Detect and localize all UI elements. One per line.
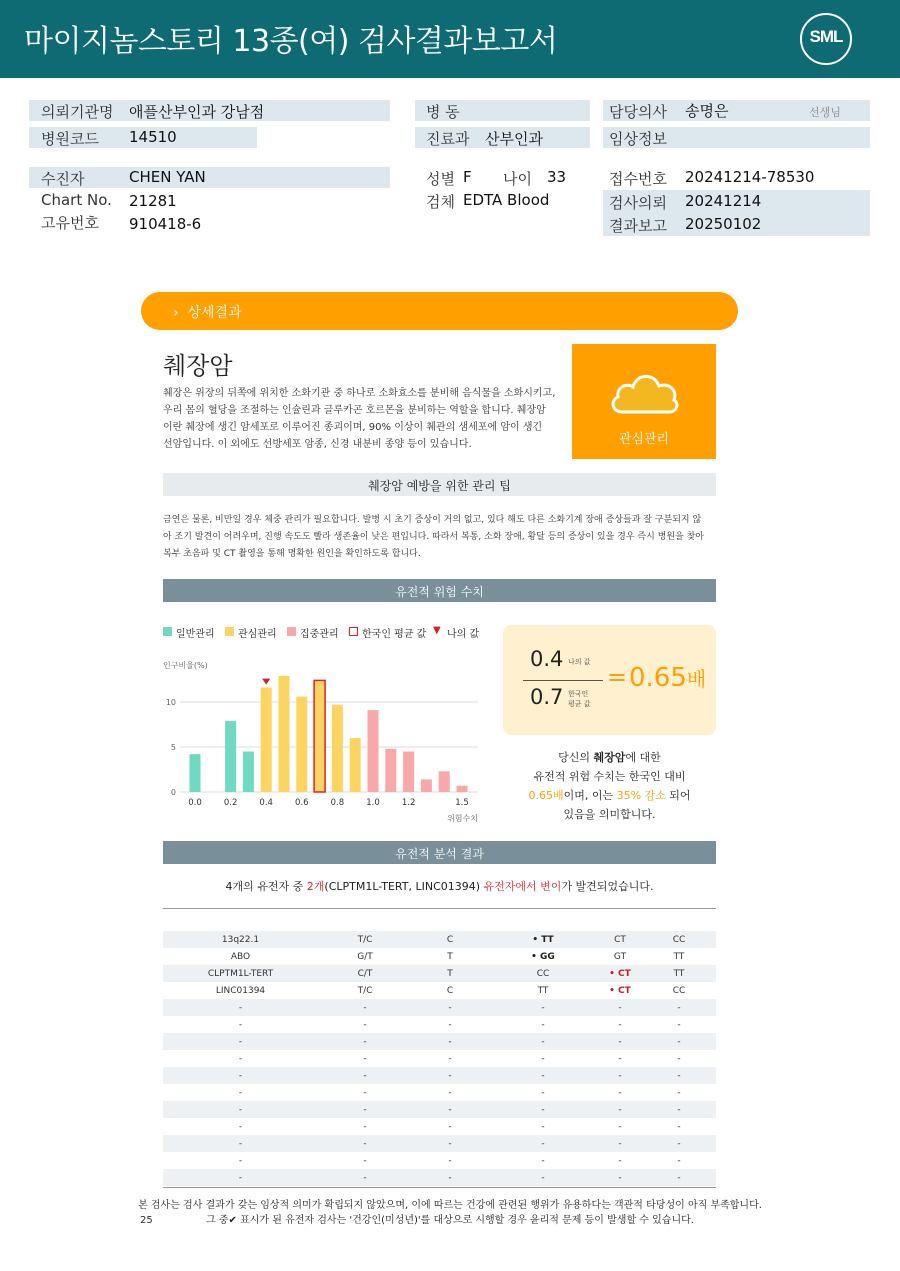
table-cell: CLPTM1L-TERT	[163, 965, 318, 982]
table-row	[163, 931, 716, 948]
tips-title: 췌장암 예방을 위한 관리 팁	[368, 479, 511, 493]
table-cell: -	[618, 1087, 622, 1098]
bar	[385, 749, 396, 792]
table-row	[163, 1135, 716, 1152]
table-cell: -	[412, 999, 488, 1016]
detail-result-header	[141, 292, 738, 330]
table-cell: C/T	[318, 965, 412, 982]
legend-swatch	[287, 627, 296, 636]
table-cell: -	[598, 999, 642, 1016]
table-cell: T/C	[357, 985, 373, 996]
table-cell: -	[448, 1121, 452, 1132]
table-cell: -	[318, 999, 412, 1016]
triangle-down-icon: ▼	[433, 625, 441, 636]
table-cell: -	[598, 1135, 642, 1152]
table-cell: C	[446, 985, 454, 996]
description-line: 선암입니다. 이 외에도 선방세포 암종, 신경 내분비 종양 등이 있습니다.	[163, 439, 472, 450]
table-row	[163, 1169, 716, 1186]
legend-label: 집중관리	[300, 629, 339, 640]
table-cell: -	[163, 1135, 318, 1152]
test-request-label: 검사의뢰	[609, 194, 667, 212]
table-cell: -	[238, 1053, 243, 1064]
my-value-marker	[262, 679, 270, 685]
tips-section-header	[163, 473, 716, 496]
bar	[190, 754, 201, 792]
doctor-label: 담당의사	[609, 103, 667, 121]
x-tick-label: 1.2	[401, 798, 416, 808]
chart-no-label: Chart No.	[41, 191, 112, 209]
my-value-label: 나의 값	[568, 658, 591, 666]
summary-genes: (CLPTM1L-TERT, LINC01394)	[324, 880, 484, 893]
risk-ratio-box	[503, 625, 716, 735]
table-cell: -	[318, 1033, 412, 1050]
explain-text: 있음을 의미합니다.	[563, 808, 656, 821]
tips-text	[163, 512, 723, 563]
explain-percent: 35% 감소	[616, 789, 666, 802]
table-cell: -	[412, 1067, 488, 1084]
table-cell: -	[412, 1033, 488, 1050]
table-cell: -	[448, 1053, 452, 1064]
recipient-value: CHEN YAN	[129, 168, 206, 186]
sex-label: 성별	[426, 170, 455, 188]
detail-result-title	[173, 302, 242, 322]
unique-no-label: 고유번호	[41, 214, 99, 232]
detail-result-label: 상세결과	[187, 305, 242, 321]
table-row	[163, 1084, 716, 1101]
table-cell: TT	[673, 951, 685, 962]
table-cell: -	[618, 1019, 622, 1030]
ward-label: 병 동	[426, 103, 460, 121]
table-row	[163, 982, 716, 999]
table-cell: -	[163, 1169, 318, 1186]
description-line: 이란 췌장에 생긴 암세포로 이루어진 종괴이며, 90% 이상이 췌관의 샘세포에 암이 생긴	[163, 422, 543, 433]
department-value: 산부인과	[485, 130, 543, 148]
chart-no-value: 21281	[129, 192, 177, 210]
table-cell: -	[598, 1169, 642, 1186]
legend-label: 일반관리	[176, 629, 215, 640]
risk-distribution-chart	[160, 655, 490, 825]
table-cell: • TT	[488, 931, 598, 948]
table-cell: -	[541, 1121, 545, 1132]
fraction-line	[523, 680, 603, 681]
disease-description	[163, 385, 563, 453]
table-cell: TT	[537, 985, 549, 996]
bar	[439, 771, 450, 792]
y-axis-label: 인구비율(%)	[163, 661, 208, 670]
bar	[279, 676, 290, 792]
sex-value: F	[463, 168, 472, 186]
table-cell: -	[598, 1101, 642, 1118]
tips-line: 아 조기 발견이 어려우며, 진행 속도도 빨라 생존율이 낮은 편입니다. 따라서 복통, 소화 장애, 황달 등의 증상이 있을 경우 즉시 병원을 찾아	[163, 532, 705, 542]
description-line: 췌장은 위장의 뒤쪽에 위치한 소화기관 중 하나로 소화효소를 분비해 음식물을 소화시키고,	[163, 388, 556, 399]
bar	[457, 786, 468, 792]
legend-label: 한국인 평균 값	[362, 629, 427, 640]
table-cell: CC	[672, 985, 686, 996]
table-cell: G/T	[357, 951, 373, 962]
result-report-value: 20250102	[685, 215, 762, 233]
bar	[296, 697, 307, 792]
x-tick-label: 1.0	[366, 798, 380, 808]
table-cell: CC	[488, 965, 598, 982]
analysis-title: 유전적 분석 결과	[395, 847, 484, 861]
x-tick-label: 1.5	[455, 798, 469, 808]
x-tick-label: 0.4	[259, 798, 273, 808]
table-cell: -	[677, 1019, 681, 1030]
table-cell: LINC01394	[215, 985, 266, 996]
y-tick-label: 0	[170, 788, 176, 797]
table-row	[163, 1067, 716, 1084]
table-cell: • CT	[609, 985, 631, 996]
page-number: 25	[140, 1215, 153, 1226]
table-cell: -	[677, 1087, 681, 1098]
risk-explanation	[503, 748, 716, 824]
report-header	[0, 0, 900, 78]
doctor-suffix: 선생님	[809, 106, 841, 119]
table-cell: -	[318, 1101, 412, 1118]
table-cell: CT	[598, 931, 642, 948]
analysis-section-header	[163, 841, 716, 864]
table-cell: -	[541, 1087, 545, 1098]
y-tick-label: 10	[165, 698, 176, 707]
logo-text: SML	[809, 27, 843, 46]
table-row	[163, 1033, 716, 1050]
table-cell: -	[488, 1101, 598, 1118]
table-cell: T	[447, 951, 453, 962]
table-cell: -	[238, 1087, 243, 1098]
explain-disease: 췌장암	[593, 751, 626, 764]
table-top-rule	[163, 908, 716, 909]
table-cell: T/C	[318, 931, 412, 948]
bar	[368, 710, 379, 792]
bar	[421, 779, 432, 792]
table-cell: -	[163, 1101, 318, 1118]
table-row	[163, 1152, 716, 1169]
doctor-value: 송명은	[685, 102, 729, 120]
institution-value: 애플산부인과 강남점	[129, 103, 265, 121]
table-cell: -	[642, 1169, 716, 1186]
table-cell: C	[412, 931, 488, 948]
bar	[403, 752, 414, 793]
table-row	[163, 1016, 716, 1033]
legend-label: 관심관리	[238, 629, 277, 640]
table-cell: -	[163, 1067, 318, 1084]
risk-level-label: 관심관리	[618, 432, 670, 447]
table-cell: -	[598, 1067, 642, 1084]
table-cell: -	[363, 1155, 367, 1166]
bar	[332, 705, 343, 792]
specimen-label: 검체	[426, 193, 455, 211]
chevron-right-icon: ›	[173, 305, 188, 321]
summary-text: 4개의 유전자 중	[225, 880, 307, 893]
x-tick-label: 0.2	[223, 798, 238, 808]
explain-text: 에 대한	[625, 751, 661, 764]
clinical-info-label: 임상정보	[609, 130, 667, 148]
table-cell: -	[412, 1169, 488, 1186]
table-cell: -	[318, 1169, 412, 1186]
average-label-1: 한국인	[568, 690, 589, 698]
table-cell: -	[618, 1155, 622, 1166]
bar	[261, 688, 272, 792]
bar-korean-average	[314, 680, 325, 792]
y-tick-label: 5	[170, 743, 176, 752]
table-cell: -	[363, 1087, 367, 1098]
table-cell: -	[488, 1135, 598, 1152]
table-cell: 13q22.1	[163, 931, 318, 948]
table-row	[163, 1101, 716, 1118]
table-cell: -	[318, 1135, 412, 1152]
x-axis-label: 위험수치	[447, 814, 478, 823]
explain-ratio: 0.65배	[528, 789, 564, 802]
table-cell: CC	[642, 931, 716, 948]
table-row	[163, 965, 716, 982]
disclaimer-line-2: 그 중✔ 표시가 된 유전자 검사는 '건강인(미성년)'를 대상으로 시행할 경우 윤리적 문제 등이 발생할 수 있습니다.	[206, 1215, 694, 1226]
risk-section-header	[163, 579, 716, 602]
explain-text: 당신의	[558, 751, 594, 764]
table-cell: -	[642, 1101, 716, 1118]
legend-label: 나의 값	[447, 629, 480, 640]
test-request-value: 20241214	[685, 192, 762, 210]
legend-swatch	[163, 627, 172, 636]
table-cell: -	[541, 1155, 545, 1166]
legend-swatch	[349, 627, 358, 636]
table-cell: • CT	[598, 965, 642, 982]
x-tick-label: 0.6	[295, 798, 309, 808]
ratio-result	[629, 663, 706, 693]
table-cell: -	[448, 1087, 452, 1098]
recipient-label: 수진자	[41, 170, 85, 188]
report-title: 마이지놈스토리 13종(여) 검사결과보고서	[24, 24, 558, 59]
result-report-label: 결과보고	[609, 217, 667, 235]
bar	[350, 738, 361, 792]
table-cell: -	[677, 1053, 681, 1064]
institution-label: 의뢰기관명	[41, 103, 114, 121]
table-cell: -	[642, 1135, 716, 1152]
table-cell: ABO	[230, 951, 251, 962]
legend-swatch	[225, 627, 234, 636]
summary-highlight: 유전자에서 변이	[483, 880, 562, 893]
table-cell: -	[238, 1019, 243, 1030]
table-bottom-rule	[163, 1187, 716, 1188]
table-cell: -	[363, 1121, 367, 1132]
table-cell: • GG	[531, 951, 555, 962]
table-cell: -	[488, 1067, 598, 1084]
table-cell: T	[412, 965, 488, 982]
ratio-result-unit: 배	[686, 667, 707, 691]
x-tick-label: 0.0	[188, 798, 202, 808]
table-cell: -	[642, 1067, 716, 1084]
table-cell: -	[488, 1169, 598, 1186]
specimen-value: EDTA Blood	[463, 191, 550, 209]
table-row	[163, 999, 716, 1016]
hospital-code-value: 14510	[129, 128, 177, 146]
table-cell: -	[488, 1033, 598, 1050]
disclaimer-line-1: 본 검사는 검사 결과가 갖는 임상적 의미가 확립되지 않았으며, 이에 따르는 건강에 관련된 행위가 유용하다는 객관적 타당성이 아직 부족합니다.	[138, 1200, 762, 1211]
table-cell: GT	[613, 951, 627, 962]
table-cell: -	[618, 1121, 622, 1132]
table-cell: -	[363, 1053, 367, 1064]
table-cell: -	[642, 999, 716, 1016]
table-cell: -	[448, 1019, 452, 1030]
table-cell: -	[238, 1121, 243, 1132]
age-value: 33	[547, 168, 567, 186]
table-cell: -	[541, 1053, 545, 1064]
table-cell: -	[488, 999, 598, 1016]
table-cell: -	[598, 1033, 642, 1050]
risk-level-badge	[572, 344, 716, 459]
hospital-code-label: 병원코드	[41, 130, 99, 148]
table-row	[163, 948, 716, 965]
average-value: 0.7	[530, 685, 564, 709]
sml-logo	[800, 13, 852, 65]
tips-line: 복부 초음파 및 CT 촬영을 통해 명확한 원인을 확인하도록 합니다.	[163, 549, 421, 559]
average-label-2: 평균 값	[568, 700, 591, 708]
analysis-summary	[163, 878, 716, 894]
table-cell: -	[163, 999, 318, 1016]
explain-text: 되어	[665, 789, 691, 802]
unique-no-value: 910418-6	[129, 215, 202, 233]
table-cell: -	[642, 1033, 716, 1050]
equals-sign: =	[607, 663, 628, 691]
description-line: 우리 몸의 혈당을 조절하는 인슐린과 글루카곤 호르몬을 분비하는 역할을 합니다. 췌장암	[163, 405, 546, 416]
bar	[243, 752, 254, 793]
risk-title: 유전적 위험 수치	[395, 585, 484, 599]
tips-line: 금연은 물론, 비만일 경우 체중 관리가 필요합니다. 발병 시 초기 증상이 거의 없고, 있다 해도 다른 소화기계 장애 증상들과 잘 구분되지 않	[163, 515, 702, 525]
table-row	[163, 1118, 716, 1135]
table-cell: -	[541, 1019, 545, 1030]
age-label: 나이	[503, 170, 532, 188]
receipt-no-label: 접수번호	[609, 170, 667, 188]
table-cell: -	[318, 1067, 412, 1084]
table-cell: -	[412, 1135, 488, 1152]
summary-count: 2개	[306, 880, 325, 893]
table-row	[163, 1050, 716, 1067]
disease-name: 췌장암	[163, 352, 233, 380]
table-cell: -	[618, 1053, 622, 1064]
my-value: 0.4	[530, 647, 564, 671]
table-cell: -	[163, 1033, 318, 1050]
explain-text: 유전적 위험 수치는 한국인 대비	[533, 770, 686, 783]
summary-text: 가 발견되었습니다.	[561, 880, 654, 893]
x-tick-label: 0.8	[330, 798, 345, 808]
genotype-table	[163, 931, 716, 1186]
table-cell: -	[238, 1155, 243, 1166]
table-cell: -	[448, 1155, 452, 1166]
cloud-icon	[608, 364, 682, 420]
ratio-result-value: 0.65	[629, 663, 687, 693]
explain-text: 이며, 이는	[563, 789, 617, 802]
table-cell: TT	[642, 965, 716, 982]
table-cell: -	[677, 1155, 681, 1166]
bar	[225, 721, 236, 792]
table-cell: -	[677, 1121, 681, 1132]
receipt-no-value: 20241214-78530	[685, 168, 815, 186]
table-cell: -	[363, 1019, 367, 1030]
department-label: 진료과	[426, 130, 470, 148]
table-cell: -	[412, 1101, 488, 1118]
